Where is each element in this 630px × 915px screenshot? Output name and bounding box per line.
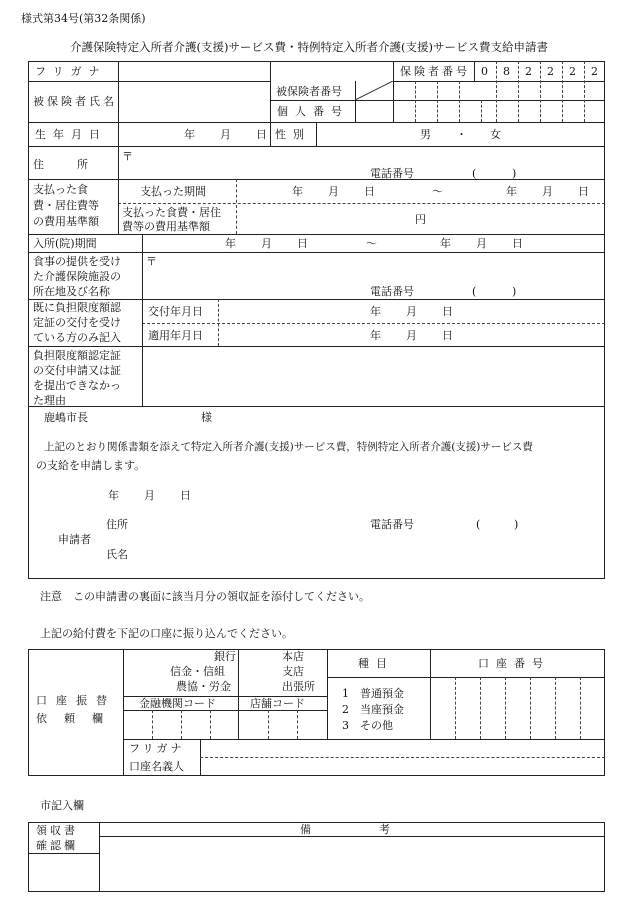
paren: ( xyxy=(472,167,477,180)
gender-separator: ・ xyxy=(456,128,467,141)
insurer-digit: 0 xyxy=(481,65,488,78)
address-label: 住 所 xyxy=(33,158,88,171)
paid-period-label: 支払った期間 xyxy=(140,185,206,198)
note-text: 注意 この申請書の裏面に該当月分の領収証を添付してください。 xyxy=(40,590,370,603)
transfer-label: 依頼欄 xyxy=(36,712,120,725)
year-text: 年 xyxy=(292,185,303,198)
holder-furigana-label: フリガナ xyxy=(129,742,185,755)
year-text: 年 xyxy=(506,185,517,198)
account-type-option: 1 普通預金 xyxy=(342,687,404,700)
account-type-option: 3 その他 xyxy=(342,719,393,732)
cert-label: 定証の交付を受け xyxy=(33,316,121,329)
reason-label: の交付申請又は証 xyxy=(33,364,121,377)
year-text: 年 xyxy=(225,237,236,250)
insured-name-label: 被保険者氏名 xyxy=(33,95,117,108)
facility-label: 所在地及び名称 xyxy=(33,285,110,298)
month-text: 月 xyxy=(476,237,487,250)
insurer-number-label: 保険者番号 xyxy=(400,65,470,78)
yen-unit: 円 xyxy=(415,213,426,226)
paid-cost-label: の費用基準額 xyxy=(33,215,99,228)
day-text: 日 xyxy=(180,489,191,502)
female-option: 女 xyxy=(490,128,501,141)
statement-line: 上記のとおり関係書類を添えて特定入所者介護(支援)サービス費，特例特定入所者介護(支援)サービス費 xyxy=(44,441,533,453)
year-text: 年 xyxy=(440,237,451,250)
insurer-digit: 2 xyxy=(547,65,554,78)
diagonal-slash xyxy=(355,81,393,100)
tilde: 〜 xyxy=(432,185,443,198)
insurer-digit: 8 xyxy=(503,65,510,78)
month-text: 月 xyxy=(406,305,417,318)
statement-line: の支給を申請します。 xyxy=(36,459,146,472)
paid-cost-label: 費・居住費等 xyxy=(33,199,99,212)
form-title: 介護保険特定入所者介護(支援)サービス費・特例特定入所者介護(支援)サービス費支給申請書 xyxy=(70,40,548,54)
birthdate-label: 生年月日 xyxy=(35,128,107,141)
cert-label: 既に負担限度額認 xyxy=(33,301,121,314)
gender-label: 性別 xyxy=(275,128,311,141)
apply-date-label: 適用年月日 xyxy=(148,329,203,342)
year-text: 年 xyxy=(184,128,195,141)
applicant-name-label: 氏名 xyxy=(106,548,128,561)
branch-type-option: 出張所 xyxy=(282,680,315,693)
month-text: 月 xyxy=(144,489,155,502)
bank-intro: 上記の給付費を下記の口座に振り込んでください。 xyxy=(40,627,293,640)
branch-type-option: 支店 xyxy=(282,665,304,678)
transfer-label: 口座振替 xyxy=(36,694,116,707)
year-text: 年 xyxy=(108,489,119,502)
reason-label: 負担限度額認定証 xyxy=(33,349,121,362)
day-text: 日 xyxy=(442,329,453,342)
personal-number-label: 個人番号 xyxy=(277,105,349,118)
admission-label: 入所(院)期間 xyxy=(33,237,97,250)
year-text: 年 xyxy=(370,329,381,342)
paid-cost-sub-label: 支払った食費・居住 xyxy=(122,206,221,219)
year-text: 年 xyxy=(370,305,381,318)
day-text: 日 xyxy=(442,305,453,318)
receipt-label: 確認欄 xyxy=(36,839,78,852)
paid-cost-label: 支払った食 xyxy=(33,183,88,196)
insured-number-label: 被保険者番号 xyxy=(276,85,342,98)
bank-type-option: 農協・労金 xyxy=(176,680,231,693)
paren: ( xyxy=(472,285,477,298)
paid-cost-sub-label: 費等の費用基準額 xyxy=(122,220,210,233)
paren: ( xyxy=(476,518,481,531)
account-type-option: 2 当座預金 xyxy=(342,703,404,716)
facility-label: 食事の提供を受け xyxy=(33,255,121,268)
applicant-label: 申請者 xyxy=(58,533,91,546)
month-text: 月 xyxy=(542,185,553,198)
month-text: 月 xyxy=(406,329,417,342)
cert-label: ている方のみ記入 xyxy=(33,331,121,344)
paren: ) xyxy=(512,285,517,298)
paren: ) xyxy=(514,518,519,531)
postal-mark: 〒 xyxy=(146,255,157,268)
day-text: 日 xyxy=(297,237,308,250)
month-text: 月 xyxy=(261,237,272,250)
day-text: 日 xyxy=(578,185,589,198)
day-text: 日 xyxy=(512,237,523,250)
insurer-digit: 2 xyxy=(525,65,532,78)
type-header: 種目 xyxy=(358,657,394,670)
furigana-label: フリガナ xyxy=(35,65,107,78)
insurer-digit: 2 xyxy=(591,65,598,78)
reason-label: を提出できなかっ xyxy=(33,379,121,392)
male-option: 男 xyxy=(420,128,431,141)
branch-type-option: 本店 xyxy=(282,650,304,663)
bank-code-label: 金融機関コード xyxy=(139,697,216,710)
issue-date-label: 交付年月日 xyxy=(148,305,203,318)
reason-label: た理由 xyxy=(33,394,66,407)
sama-label: 様 xyxy=(201,411,212,424)
day-text: 日 xyxy=(364,185,375,198)
insurer-digit: 2 xyxy=(569,65,576,78)
applicant-address-label: 住所 xyxy=(106,518,128,531)
phone-label: 電話番号 xyxy=(370,285,414,298)
paren: ) xyxy=(512,167,517,180)
facility-label: た介護保険施設の xyxy=(33,270,121,283)
mayor-label: 鹿嶋市長 xyxy=(44,411,88,424)
form-number: 様式第34号(第32条関係) xyxy=(21,12,146,25)
phone-label: 電話番号 xyxy=(370,518,414,531)
remarks-label: 備考 xyxy=(300,823,458,836)
receipt-label: 領収書 xyxy=(36,824,78,837)
month-text: 月 xyxy=(220,128,231,141)
postal-mark: 〒 xyxy=(122,150,133,163)
phone-label: 電話番号 xyxy=(370,167,414,180)
tilde: 〜 xyxy=(366,237,377,250)
city-label: 市記入欄 xyxy=(40,799,84,812)
month-text: 月 xyxy=(328,185,339,198)
bank-type-option: 信金・信組 xyxy=(170,665,225,678)
account-header: 口座番号 xyxy=(478,657,550,670)
branch-code-label: 店舗コード xyxy=(250,697,305,710)
holder-label: 口座名義人 xyxy=(129,760,184,773)
day-text: 日 xyxy=(256,128,267,141)
